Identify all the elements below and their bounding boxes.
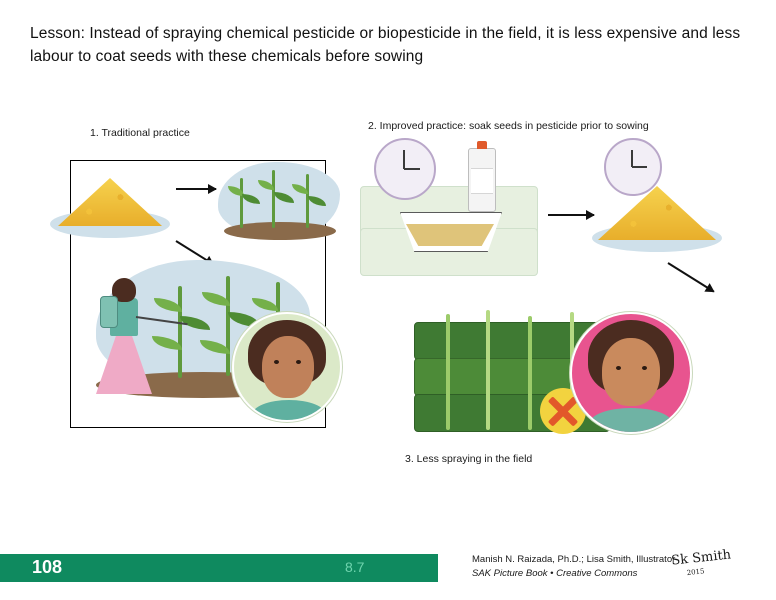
illustrator-signature (671, 546, 744, 583)
clock-hand-hour (631, 150, 633, 167)
arrow-icon (176, 188, 216, 190)
caption-panel-2: 2. Improved practice: soak seeds in pesticide prior to sowing (368, 120, 649, 132)
eye (642, 366, 647, 370)
caption-panel-1: 1. Traditional practice (90, 127, 190, 139)
credit-line-2: SAK Picture Book • Creative Commons (472, 567, 638, 579)
caption-panel-3: 3. Less spraying in the field (405, 453, 533, 465)
seed-pile-icon (598, 186, 716, 240)
eye (616, 366, 621, 370)
pesticide-bottle-icon (468, 148, 496, 212)
soaking-water (406, 224, 494, 246)
face (262, 336, 314, 398)
face (602, 338, 660, 406)
page-number: 108 (32, 557, 63, 577)
backpack-sprayer-icon (100, 296, 118, 328)
eye (296, 360, 301, 364)
credit-line-1: Manish N. Raizada, Ph.D.; Lisa Smith, Illustrator (472, 554, 676, 566)
credits (472, 553, 675, 580)
footer-green-bar (0, 554, 438, 582)
arrow-icon (667, 262, 714, 292)
corn-stalk (272, 170, 275, 228)
signature-name: Sk Smith (670, 547, 732, 569)
arrow-icon (548, 214, 594, 216)
corn-stalk (226, 276, 230, 376)
corn-stalk (486, 310, 490, 430)
corn-stalk (178, 286, 182, 378)
illustration-figure (0, 100, 776, 500)
farmer-portrait-icon-2 (570, 312, 692, 434)
farmer-portrait-icon-1 (232, 312, 342, 422)
shirt (590, 408, 672, 434)
corn-stalk (240, 178, 243, 228)
clock-icon (374, 138, 436, 200)
corn-stalk (306, 174, 309, 228)
shirt (252, 400, 326, 422)
bottle-label (471, 168, 493, 195)
clock-hand-minute (632, 166, 647, 168)
page-footer (0, 547, 776, 600)
eye (274, 360, 279, 364)
page-title: Lesson: Instead of spraying chemical pesticide or biopesticide in the field, it is less expensive and less labour to coat seeds with these chemicals before sowing (30, 25, 741, 66)
corn-stalk (528, 316, 532, 430)
bottle-cap (477, 141, 487, 149)
clock-icon (604, 138, 662, 196)
corn-stalk (446, 314, 450, 430)
clock-hand-minute (404, 168, 420, 170)
signature-year: 2015 (686, 567, 705, 578)
section-number: 8.7 (345, 559, 365, 575)
clock-hand-hour (403, 150, 405, 169)
